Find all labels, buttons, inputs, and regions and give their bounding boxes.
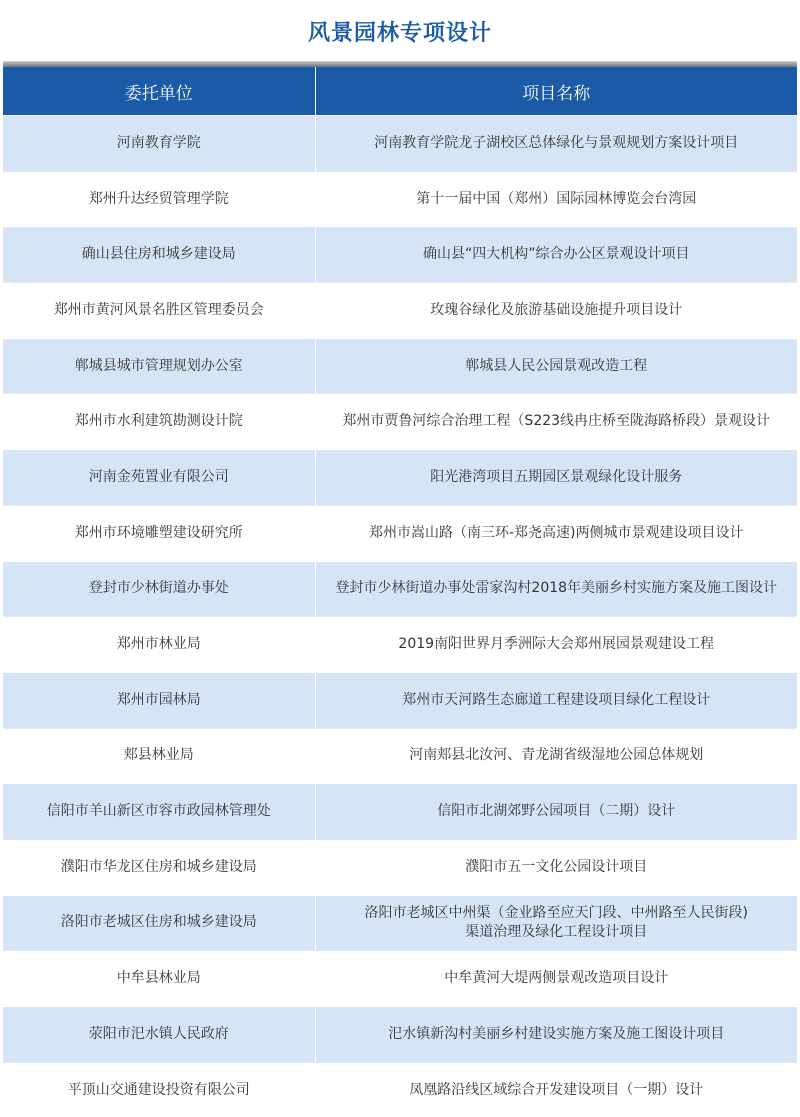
project-table — [3, 67, 797, 1117]
table-body — [3, 116, 797, 1117]
table-row — [3, 1007, 797, 1063]
client-cell: 郑州市黄河风景名胜区管理委员会 — [3, 283, 315, 339]
client-cell: 郑州升达经贸管理学院 — [3, 171, 315, 227]
table-row — [3, 951, 797, 1007]
project-cell — [315, 672, 797, 728]
table-row — [3, 895, 797, 951]
project-cell — [315, 1062, 797, 1117]
project-line: 汜水镇新沟村美丽乡村建设实施方案及施工图设计项目 — [324, 1025, 790, 1044]
table-row — [3, 672, 797, 728]
table-header-row — [3, 67, 797, 116]
header-client: 委托单位 — [3, 67, 315, 116]
project-cell — [315, 951, 797, 1007]
project-cell — [315, 338, 797, 394]
project-line: 郸城县人民公园景观改造工程 — [324, 357, 790, 376]
table-row — [3, 728, 797, 784]
project-cell — [315, 116, 797, 172]
table-row — [3, 283, 797, 339]
client-cell: 郑州市林业局 — [3, 617, 315, 673]
project-cell — [315, 394, 797, 450]
client-cell: 郏县林业局 — [3, 728, 315, 784]
project-cell — [315, 227, 797, 283]
client-cell: 郑州市园林局 — [3, 672, 315, 728]
table-row — [3, 116, 797, 172]
project-cell — [315, 784, 797, 840]
project-cell — [315, 505, 797, 561]
project-cell — [315, 617, 797, 673]
project-line: 郑州市天河路生态廊道工程建设项目绿化工程设计 — [324, 691, 790, 710]
client-cell: 河南金苑置业有限公司 — [3, 450, 315, 506]
table-row — [3, 784, 797, 840]
client-cell: 濮阳市华龙区住房和城乡建设局 — [3, 839, 315, 895]
table-row — [3, 227, 797, 283]
project-line: 郑州市嵩山路（南三环-郑尧高速)两侧城市景观建设项目设计 — [324, 524, 790, 543]
project-line: 郑州市贾鲁河综合治理工程（S223线冉庄桥至陇海路桥段）景观设计 — [324, 412, 790, 431]
project-line: 洛阳市老城区中州渠（金业路至应天门段、中州路至人民街段) — [324, 904, 790, 923]
client-cell: 中牟县林业局 — [3, 951, 315, 1007]
client-cell: 郑州市水利建筑勘测设计院 — [3, 394, 315, 450]
client-cell: 洛阳市老城区住房和城乡建设局 — [3, 895, 315, 951]
table-row — [3, 338, 797, 394]
project-cell — [315, 171, 797, 227]
table-row — [3, 617, 797, 673]
project-cell — [315, 561, 797, 617]
project-line: 凤凰路沿线区域综合开发建设项目（一期）设计 — [324, 1081, 790, 1100]
client-cell: 确山县住房和城乡建设局 — [3, 227, 315, 283]
client-cell: 郑州市环境雕塑建设研究所 — [3, 505, 315, 561]
client-cell: 河南教育学院 — [3, 116, 315, 172]
project-line: 登封市少林街道办事处雷家沟村2018年美丽乡村实施方案及施工图设计 — [324, 579, 790, 598]
project-table-container — [3, 61, 797, 1117]
table-row — [3, 561, 797, 617]
header-project: 项目名称 — [315, 67, 797, 116]
table-row — [3, 1062, 797, 1117]
client-cell: 郸城县城市管理规划办公室 — [3, 338, 315, 394]
table-row — [3, 505, 797, 561]
project-line: 第十一届中国（郑州）国际园林博览会台湾园 — [324, 190, 790, 209]
table-row — [3, 171, 797, 227]
project-line: 濮阳市五一文化公园设计项目 — [324, 858, 790, 877]
table-row — [3, 450, 797, 506]
table-row — [3, 394, 797, 450]
project-cell — [315, 450, 797, 506]
project-line: 信阳市北湖郊野公园项目（二期）设计 — [324, 802, 790, 821]
client-cell: 登封市少林街道办事处 — [3, 561, 315, 617]
project-cell — [315, 728, 797, 784]
project-line: 河南教育学院龙子湖校区总体绿化与景观规划方案设计项目 — [324, 134, 790, 153]
project-cell — [315, 839, 797, 895]
project-line: 阳光港湾项目五期园区景观绿化设计服务 — [324, 468, 790, 487]
table-row — [3, 839, 797, 895]
page-title: 风景园林专项设计 — [0, 16, 800, 47]
project-cell — [315, 895, 797, 951]
project-line: 中牟黄河大堤两侧景观改造项目设计 — [324, 969, 790, 988]
project-line: 河南郏县北汝河、青龙湖省级湿地公园总体规划 — [324, 746, 790, 765]
project-cell — [315, 283, 797, 339]
client-cell: 平顶山交通建设投资有限公司 — [3, 1062, 315, 1117]
project-line: 确山县“四大机构”综合办公区景观设计项目 — [324, 245, 790, 264]
project-line: 2019南阳世界月季洲际大会郑州展园景观建设工程 — [324, 635, 790, 654]
project-line: 玫瑰谷绿化及旅游基础设施提升项目设计 — [324, 301, 790, 320]
project-line: 渠道治理及绿化工程设计项目 — [324, 923, 790, 942]
client-cell: 信阳市羊山新区市容市政园林管理处 — [3, 784, 315, 840]
client-cell: 荥阳市汜水镇人民政府 — [3, 1007, 315, 1063]
project-cell — [315, 1007, 797, 1063]
